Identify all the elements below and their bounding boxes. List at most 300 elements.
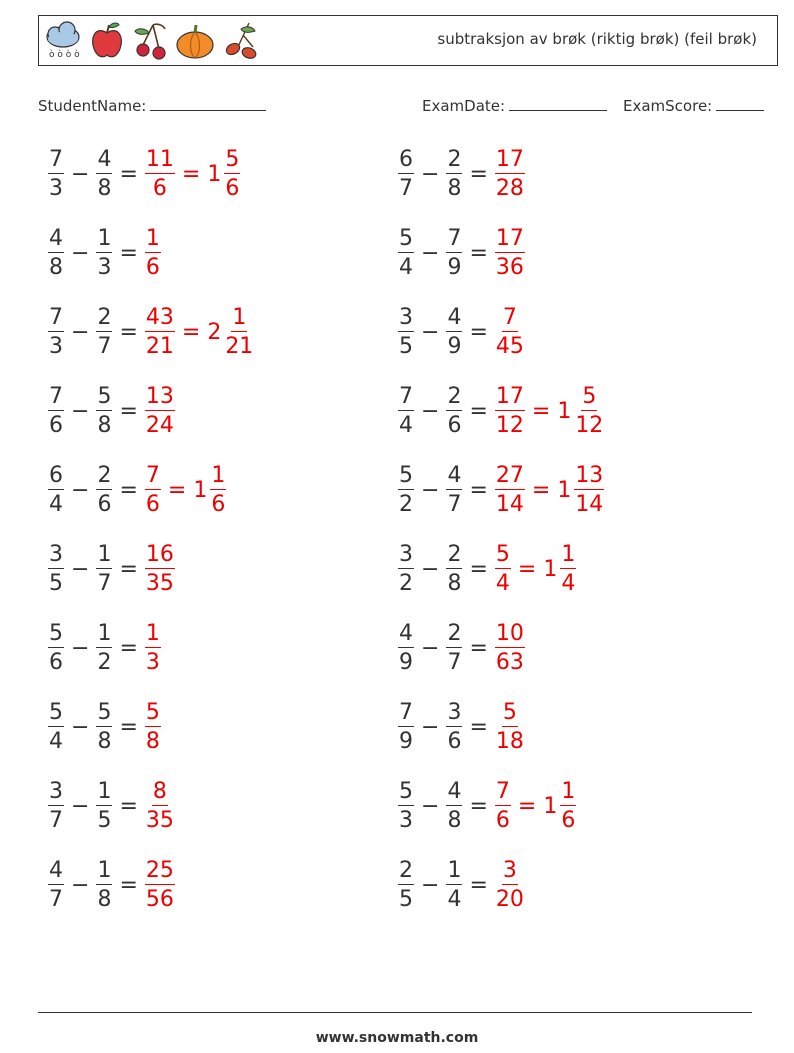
rosehip-icon — [219, 19, 259, 63]
problem-item — [396, 774, 578, 838]
exam-score-line — [716, 94, 764, 111]
fraction-a — [398, 225, 414, 280]
fraction-a — [48, 383, 64, 438]
denominator: 2 — [97, 649, 112, 675]
problem-item — [46, 142, 242, 206]
minus-sign: − — [421, 477, 440, 503]
denominator: 8 — [447, 570, 462, 596]
numerator: 1 — [561, 541, 576, 567]
exam-score-field — [623, 94, 764, 115]
fraction-b — [446, 383, 462, 438]
answer-equals-sign: = — [181, 161, 201, 187]
fraction-b — [446, 541, 462, 596]
mixed-fraction — [210, 462, 226, 517]
numerator: 13 — [575, 462, 604, 488]
student-name-field — [38, 94, 266, 115]
numerator: 3 — [502, 857, 517, 883]
denominator: 4 — [561, 570, 576, 596]
minus-sign: − — [71, 240, 90, 266]
problem-item — [396, 221, 527, 285]
equals-sign: = — [469, 319, 488, 345]
denominator: 8 — [97, 412, 112, 438]
answer-fraction — [145, 857, 175, 912]
problem-item — [46, 300, 256, 364]
equals-sign: = — [469, 793, 488, 819]
exam-score-label: ExamScore: — [623, 97, 713, 115]
answer-equals-sign: = — [531, 477, 551, 503]
minus-sign: − — [421, 556, 440, 582]
answer-fraction — [495, 620, 525, 675]
denominator: 14 — [575, 491, 604, 517]
answer — [493, 778, 578, 833]
numerator: 7 — [49, 383, 63, 409]
fraction-b — [446, 699, 462, 754]
equals-sign: = — [119, 872, 138, 898]
minus-sign: − — [421, 398, 440, 424]
worksheet-title: subtraksjon av brøk (riktig brøk) (feil brøk) — [437, 30, 757, 48]
denominator: 9 — [399, 728, 413, 754]
numerator: 4 — [49, 225, 63, 251]
answer-fraction — [145, 146, 175, 201]
problem-item — [396, 695, 527, 759]
answer — [143, 462, 228, 517]
denominator: 9 — [447, 333, 462, 359]
minus-sign: − — [421, 161, 440, 187]
minus-sign: − — [71, 161, 90, 187]
numerator: 1 — [145, 620, 160, 646]
numerator: 16 — [145, 541, 174, 567]
denominator: 12 — [575, 412, 604, 438]
numerator: 1 — [561, 778, 576, 804]
answer — [143, 620, 163, 675]
header-icons — [43, 19, 259, 63]
equals-sign: = — [469, 161, 488, 187]
numerator: 7 — [49, 146, 63, 172]
denominator: 8 — [97, 175, 112, 201]
answer — [143, 541, 177, 596]
numerator: 4 — [447, 462, 462, 488]
fraction-b — [96, 857, 112, 912]
equals-sign: = — [119, 635, 138, 661]
denominator: 24 — [145, 412, 174, 438]
fraction-b — [446, 620, 462, 675]
denominator: 14 — [495, 491, 524, 517]
fraction-b — [446, 304, 462, 359]
problem-item — [46, 695, 163, 759]
answer — [493, 383, 606, 438]
numerator: 1 — [97, 778, 112, 804]
numerator: 7 — [502, 304, 517, 330]
fraction-a — [48, 620, 64, 675]
answer — [493, 462, 606, 517]
answer-fraction — [495, 146, 525, 201]
apple-icon — [87, 19, 127, 63]
fraction-a — [398, 857, 414, 912]
answer — [143, 857, 177, 912]
equals-sign: = — [119, 793, 138, 819]
numerator: 7 — [399, 383, 413, 409]
numerator: 11 — [145, 146, 174, 172]
mixed-fraction — [224, 146, 240, 201]
denominator: 6 — [211, 491, 226, 517]
equals-sign: = — [469, 398, 488, 424]
numerator: 6 — [49, 462, 63, 488]
equals-sign: = — [469, 872, 488, 898]
numerator: 3 — [399, 304, 413, 330]
numerator: 6 — [399, 146, 413, 172]
denominator: 5 — [399, 886, 413, 912]
denominator: 6 — [447, 412, 462, 438]
fraction-a — [48, 304, 64, 359]
fraction-a — [398, 304, 414, 359]
numerator: 4 — [97, 146, 112, 172]
footer-divider — [38, 1012, 752, 1013]
header-box — [38, 15, 778, 66]
equals-sign: = — [119, 477, 138, 503]
numerator: 25 — [145, 857, 174, 883]
answer-fraction — [145, 778, 175, 833]
denominator: 35 — [145, 570, 174, 596]
numerator: 2 — [97, 304, 112, 330]
denominator: 7 — [399, 175, 413, 201]
mixed-whole: 1 — [557, 477, 572, 503]
answer-fraction — [145, 383, 175, 438]
denominator: 4 — [399, 254, 413, 280]
fraction-a — [398, 778, 414, 833]
minus-sign: − — [71, 793, 90, 819]
denominator: 8 — [447, 807, 462, 833]
problem-item — [46, 458, 228, 522]
numerator: 2 — [399, 857, 413, 883]
numerator: 1 — [97, 225, 112, 251]
numerator: 2 — [447, 146, 462, 172]
numerator: 4 — [447, 778, 462, 804]
denominator: 3 — [97, 254, 112, 280]
denominator: 4 — [49, 728, 63, 754]
denominator: 2 — [399, 491, 413, 517]
numerator: 17 — [495, 383, 524, 409]
numerator: 3 — [49, 778, 63, 804]
denominator: 6 — [152, 175, 167, 201]
denominator: 4 — [447, 886, 462, 912]
mixed-whole: 2 — [207, 319, 222, 345]
equals-sign: = — [119, 398, 138, 424]
problem-item — [46, 853, 177, 917]
student-name-label: StudentName: — [38, 97, 147, 115]
answer-fraction — [145, 620, 161, 675]
numerator: 27 — [495, 462, 524, 488]
minus-sign: − — [421, 319, 440, 345]
denominator: 6 — [561, 807, 576, 833]
answer-fraction — [145, 541, 175, 596]
denominator: 7 — [447, 649, 462, 675]
denominator: 5 — [49, 570, 63, 596]
answer-fraction — [495, 304, 525, 359]
problem-item — [46, 616, 163, 680]
mixed-fraction — [224, 304, 254, 359]
equals-sign: = — [469, 635, 488, 661]
problem-item — [396, 458, 606, 522]
exam-date-line — [509, 94, 607, 111]
problem-item — [396, 853, 527, 917]
denominator: 12 — [495, 412, 524, 438]
answer — [493, 857, 527, 912]
minus-sign: − — [421, 635, 440, 661]
problem-item — [46, 379, 177, 443]
fraction-b — [96, 462, 112, 517]
problem-item — [396, 142, 527, 206]
minus-sign: − — [71, 398, 90, 424]
answer-fraction — [495, 857, 525, 912]
answer-equals-sign: = — [181, 319, 201, 345]
numerator: 5 — [225, 146, 240, 172]
answer — [143, 225, 163, 280]
fraction-b — [96, 383, 112, 438]
minus-sign: − — [71, 477, 90, 503]
numerator: 5 — [399, 225, 413, 251]
numerator: 5 — [502, 699, 517, 725]
denominator: 4 — [49, 491, 63, 517]
fraction-b — [446, 778, 462, 833]
numerator: 3 — [447, 699, 462, 725]
answer — [493, 541, 578, 596]
denominator: 7 — [97, 570, 112, 596]
fraction-a — [398, 699, 414, 754]
fraction-b — [96, 620, 112, 675]
numerator: 43 — [145, 304, 174, 330]
denominator: 8 — [97, 728, 112, 754]
fraction-a — [398, 620, 414, 675]
answer — [493, 620, 527, 675]
denominator: 3 — [145, 649, 160, 675]
numerator: 2 — [447, 620, 462, 646]
problem-item — [396, 379, 606, 443]
denominator: 5 — [399, 333, 413, 359]
answer-fraction — [145, 225, 161, 280]
numerator: 7 — [447, 225, 462, 251]
fraction-a — [398, 541, 414, 596]
numerator: 1 — [97, 857, 112, 883]
minus-sign: − — [421, 872, 440, 898]
minus-sign: − — [421, 240, 440, 266]
denominator: 3 — [399, 807, 413, 833]
numerator: 1 — [97, 620, 112, 646]
numerator: 1 — [97, 541, 112, 567]
numerator: 5 — [49, 699, 63, 725]
problem-item — [46, 774, 177, 838]
answer — [493, 146, 527, 201]
numerator: 4 — [49, 857, 63, 883]
denominator: 6 — [145, 491, 160, 517]
answer-equals-sign: = — [167, 477, 187, 503]
answer-fraction — [495, 541, 511, 596]
denominator: 7 — [49, 807, 63, 833]
denominator: 4 — [495, 570, 510, 596]
denominator: 7 — [49, 886, 63, 912]
numerator: 1 — [211, 462, 226, 488]
answer — [143, 146, 242, 201]
mixed-fraction — [560, 541, 576, 596]
answer — [143, 778, 177, 833]
numerator: 2 — [97, 462, 112, 488]
mixed-fraction — [574, 462, 604, 517]
numerator: 5 — [145, 699, 160, 725]
numerator: 2 — [447, 383, 462, 409]
numerator: 5 — [97, 383, 112, 409]
mixed-whole: 1 — [557, 398, 572, 424]
numerator: 7 — [145, 462, 160, 488]
mixed-whole: 1 — [193, 477, 208, 503]
denominator: 6 — [97, 491, 112, 517]
numerator: 1 — [232, 304, 247, 330]
answer-fraction — [495, 462, 525, 517]
equals-sign: = — [119, 240, 138, 266]
minus-sign: − — [71, 556, 90, 582]
fraction-a — [398, 146, 414, 201]
answer-equals-sign: = — [517, 793, 537, 819]
denominator: 21 — [145, 333, 174, 359]
student-name-line — [150, 94, 266, 111]
cherries-icon — [131, 19, 171, 63]
numerator: 5 — [399, 462, 413, 488]
minus-sign: − — [71, 635, 90, 661]
answer — [493, 225, 527, 280]
fraction-a — [48, 699, 64, 754]
denominator: 3 — [49, 175, 63, 201]
fraction-b — [446, 225, 462, 280]
problem-item — [396, 616, 527, 680]
answer-fraction — [145, 462, 161, 517]
numerator: 5 — [97, 699, 112, 725]
equals-sign: = — [469, 477, 488, 503]
equals-sign: = — [469, 240, 488, 266]
numerator: 3 — [399, 541, 413, 567]
pumpkin-icon — [175, 19, 215, 63]
denominator: 2 — [399, 570, 413, 596]
denominator: 36 — [495, 254, 524, 280]
fraction-a — [48, 146, 64, 201]
denominator: 7 — [447, 491, 462, 517]
equals-sign: = — [469, 714, 488, 740]
denominator: 3 — [49, 333, 63, 359]
equals-sign: = — [119, 556, 138, 582]
fraction-b — [96, 778, 112, 833]
minus-sign: − — [71, 872, 90, 898]
equals-sign: = — [119, 714, 138, 740]
denominator: 8 — [97, 886, 112, 912]
answer — [493, 699, 527, 754]
minus-sign: − — [421, 714, 440, 740]
denominator: 56 — [145, 886, 174, 912]
fraction-b — [446, 146, 462, 201]
fraction-b — [446, 462, 462, 517]
fraction-b — [96, 225, 112, 280]
rain-cloud-icon — [43, 19, 83, 63]
numerator: 1 — [145, 225, 160, 251]
mixed-whole: 1 — [543, 556, 558, 582]
mixed-whole: 1 — [207, 161, 222, 187]
mixed-fraction — [560, 778, 576, 833]
denominator: 6 — [495, 807, 510, 833]
denominator: 6 — [49, 412, 63, 438]
problem-item — [46, 537, 177, 601]
denominator: 8 — [49, 254, 63, 280]
denominator: 18 — [495, 728, 524, 754]
numerator: 17 — [495, 146, 524, 172]
numerator: 2 — [447, 541, 462, 567]
numerator: 5 — [49, 620, 63, 646]
numerator: 10 — [495, 620, 524, 646]
mixed-whole: 1 — [543, 793, 558, 819]
denominator: 6 — [225, 175, 240, 201]
fraction-b — [446, 857, 462, 912]
denominator: 9 — [447, 254, 462, 280]
numerator: 7 — [399, 699, 413, 725]
problem-item — [396, 300, 527, 364]
answer-equals-sign: = — [517, 556, 537, 582]
denominator: 5 — [97, 807, 112, 833]
exam-date-label: ExamDate: — [422, 97, 506, 115]
denominator: 7 — [97, 333, 112, 359]
denominator: 6 — [49, 649, 63, 675]
numerator: 5 — [495, 541, 510, 567]
answer-fraction — [495, 778, 511, 833]
fraction-a — [48, 778, 64, 833]
answer-fraction — [145, 304, 175, 359]
exam-date-field — [422, 94, 607, 115]
fraction-b — [96, 146, 112, 201]
equals-sign: = — [119, 161, 138, 187]
denominator: 20 — [495, 886, 524, 912]
fraction-b — [96, 699, 112, 754]
answer — [143, 304, 256, 359]
denominator: 6 — [145, 254, 160, 280]
numerator: 5 — [399, 778, 413, 804]
fraction-a — [48, 541, 64, 596]
equals-sign: = — [469, 556, 488, 582]
problem-item — [396, 537, 578, 601]
problem-item — [46, 221, 163, 285]
numerator: 8 — [152, 778, 167, 804]
fraction-b — [96, 304, 112, 359]
mixed-fraction — [574, 383, 604, 438]
answer-fraction — [145, 699, 161, 754]
numerator: 1 — [447, 857, 462, 883]
answer — [143, 699, 163, 754]
denominator: 21 — [225, 333, 254, 359]
answer-fraction — [495, 699, 525, 754]
denominator: 35 — [145, 807, 174, 833]
denominator: 28 — [495, 175, 524, 201]
denominator: 45 — [495, 333, 524, 359]
footer-url: www.snowmath.com — [315, 1030, 479, 1046]
fraction-a — [48, 857, 64, 912]
answer-equals-sign: = — [531, 398, 551, 424]
svg-text:ò ò ò ò: ò ò ò ò — [49, 50, 80, 60]
denominator: 9 — [399, 649, 413, 675]
answer — [143, 383, 177, 438]
numerator: 3 — [49, 541, 63, 567]
fraction-a — [398, 383, 414, 438]
fraction-a — [48, 462, 64, 517]
equals-sign: = — [119, 319, 138, 345]
denominator: 63 — [495, 649, 524, 675]
numerator: 5 — [582, 383, 597, 409]
minus-sign: − — [421, 793, 440, 819]
numerator: 7 — [495, 778, 510, 804]
numerator: 4 — [399, 620, 413, 646]
numerator: 7 — [49, 304, 63, 330]
